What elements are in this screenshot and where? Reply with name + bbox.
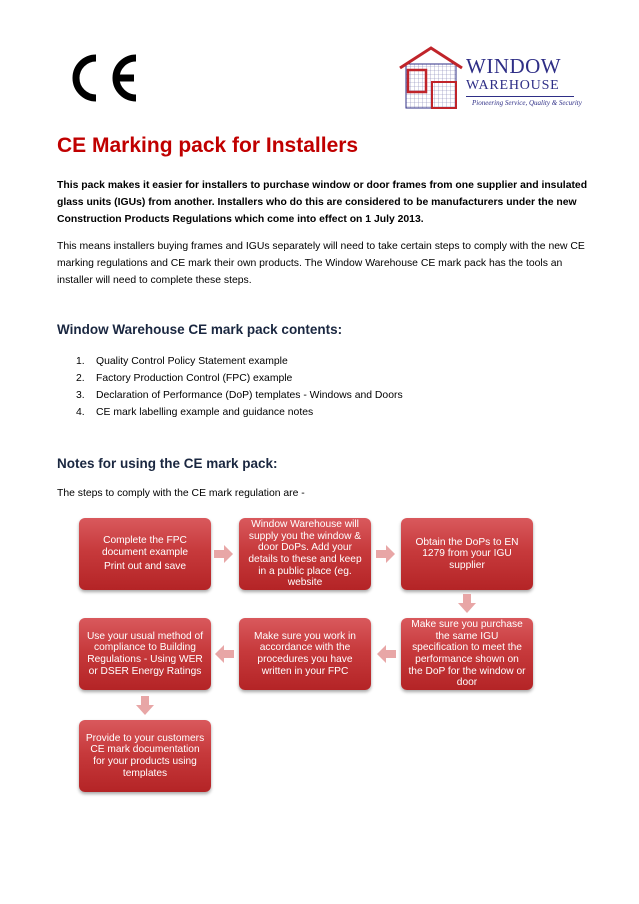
list-item bbox=[76, 353, 403, 370]
logo-line1: WINDOW bbox=[466, 54, 562, 78]
intro-paragraph: This pack makes it easier for installers to purchase window or door frames from one supplier and insulated glass units (IGUs) from another. Installers who do this are considered to be manufacturers under the new Construction Products Regulations which come into effect on 1 July 2013. bbox=[57, 180, 588, 225]
steps-intro: The steps to comply with the CE mark regulation are - bbox=[57, 488, 305, 499]
list-text: Declaration of Performance (DoP) templates - Windows and Doors bbox=[96, 390, 403, 401]
step-box-7 bbox=[79, 720, 211, 792]
step-text: Provide to your customers CE mark documentation for your products using templates bbox=[85, 732, 205, 779]
list-number: 2. bbox=[76, 373, 85, 384]
arrow-left-icon bbox=[376, 644, 396, 664]
arrow-down-icon bbox=[457, 594, 477, 614]
list-number: 3. bbox=[76, 390, 85, 401]
logo-divider bbox=[466, 96, 574, 97]
arrow-left-icon bbox=[214, 644, 234, 664]
ce-mark-icon bbox=[64, 52, 142, 104]
step-subtext: Print out and save bbox=[103, 561, 187, 573]
step-text: Use your usual method of compliance to Building Regulations - Using WER or DSER Energy Ratings bbox=[86, 630, 204, 677]
step-box-6 bbox=[79, 618, 211, 690]
list-item bbox=[76, 370, 403, 387]
contents-list bbox=[76, 353, 403, 421]
window-warehouse-logo bbox=[398, 46, 582, 110]
step-text: Make sure you work in accordance with the procedures you have written in your FPC bbox=[254, 630, 356, 677]
step-box-4 bbox=[401, 618, 533, 690]
step-text: Obtain the DoPs to EN 1279 from your IGU supplier bbox=[415, 536, 519, 571]
arrow-down-icon bbox=[135, 696, 155, 716]
arrow-right-icon bbox=[214, 544, 234, 564]
list-number: 1. bbox=[76, 356, 85, 367]
page-title: CE Marking pack for Installers bbox=[57, 134, 359, 157]
notes-heading: Notes for using the CE mark pack: bbox=[57, 456, 278, 471]
step-box-1 bbox=[79, 518, 211, 590]
house-window-icon bbox=[398, 46, 464, 110]
logo-tagline: Pioneering Service, Quality & Security bbox=[472, 99, 582, 107]
arrow-right-icon bbox=[376, 544, 396, 564]
list-text: Factory Production Control (FPC) example bbox=[96, 373, 293, 384]
step-box-2 bbox=[239, 518, 371, 590]
list-text: CE mark labelling example and guidance notes bbox=[96, 407, 314, 418]
body-paragraph: This means installers buying frames and IGUs separately will need to take certain steps to comply with the new CE marking regulations and CE mark their own products. The Window Warehouse CE mark pack has the tools an installer will need to complete these steps. bbox=[57, 241, 585, 286]
list-text: Quality Control Policy Statement example bbox=[96, 356, 288, 367]
step-text: Complete the FPC document example bbox=[101, 535, 189, 558]
list-number: 4. bbox=[76, 407, 85, 418]
step-text: Make sure you purchase the same IGU specification to meet the performance shown on the DoP for the window or door bbox=[408, 619, 526, 689]
list-item bbox=[76, 404, 403, 421]
step-text: Window Warehouse will supply you the window & door DoPs. Add your details to these and keep in a public place (eg. website bbox=[248, 519, 362, 589]
step-box-5 bbox=[239, 618, 371, 690]
step-box-3 bbox=[401, 518, 533, 590]
list-item bbox=[76, 387, 403, 404]
contents-heading: Window Warehouse CE mark pack contents: bbox=[57, 322, 343, 337]
logo-line2: WAREHOUSE bbox=[466, 78, 560, 93]
